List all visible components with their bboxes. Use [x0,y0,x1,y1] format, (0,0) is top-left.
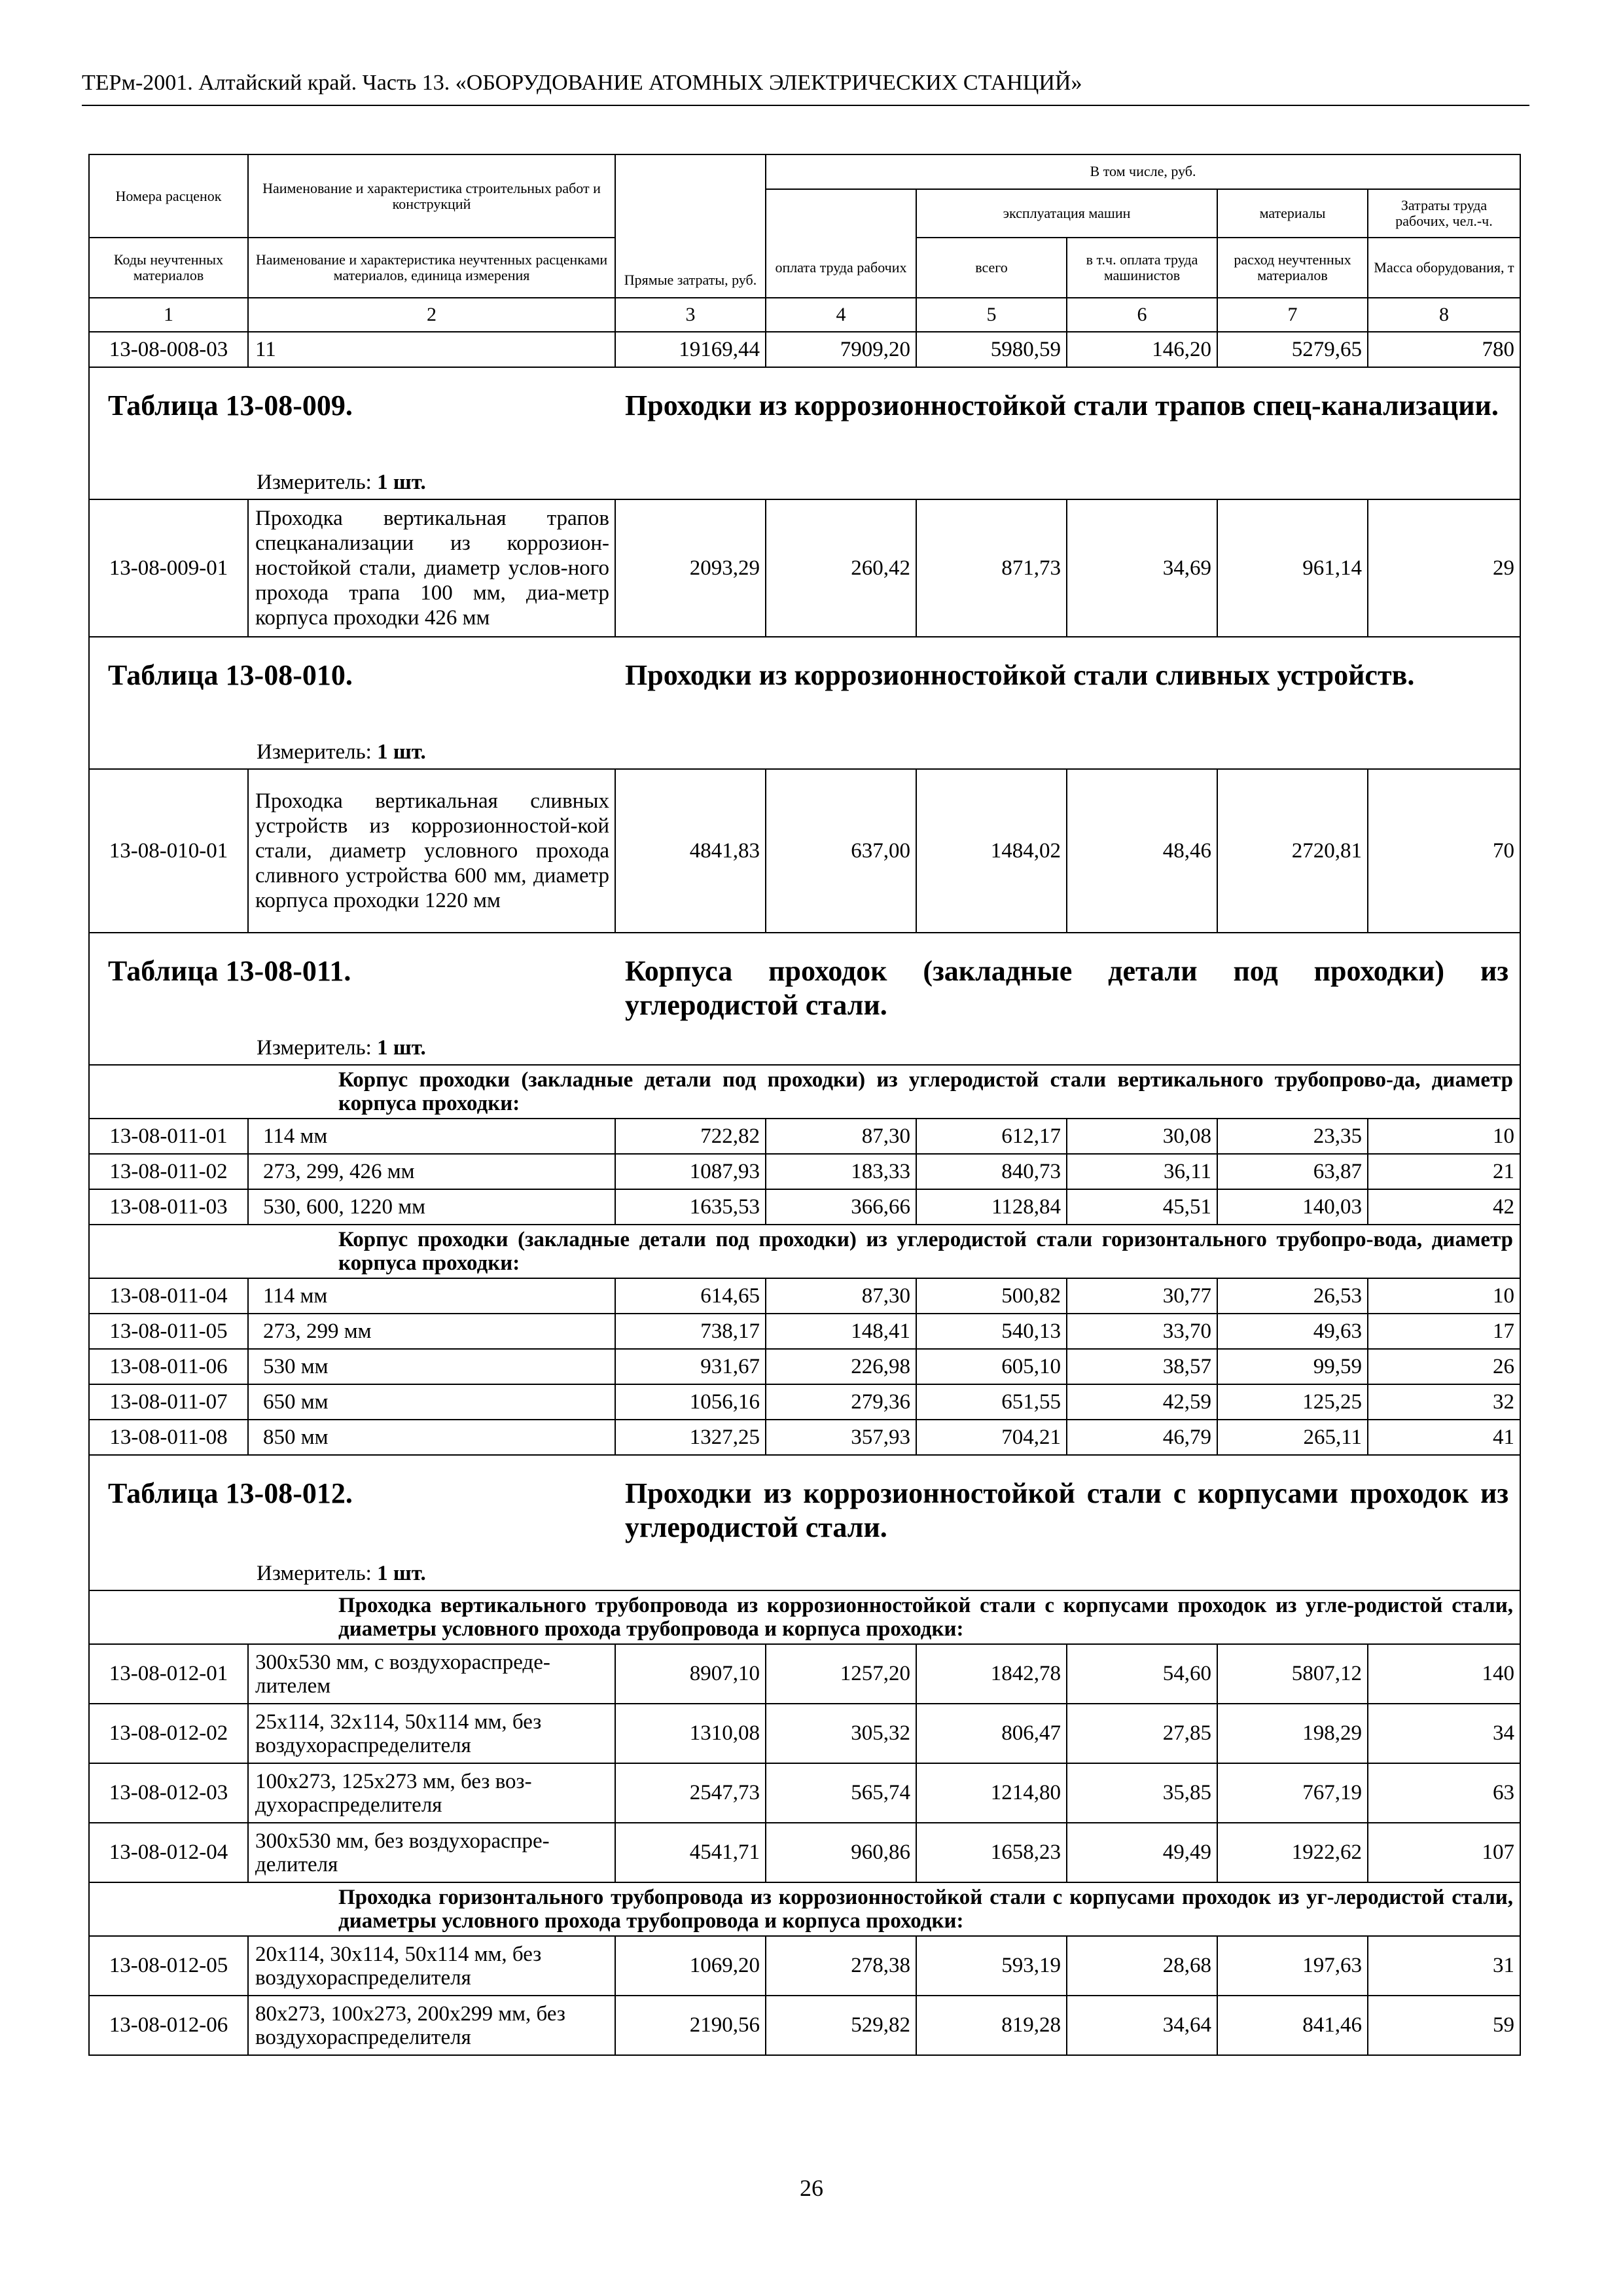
direct-cost: 1056,16 [615,1384,766,1420]
measure-line [257,1562,426,1586]
machines-pay: 28,68 [1067,1936,1217,1996]
machines-pay: 35,85 [1067,1763,1217,1823]
machines-total: 500,82 [916,1278,1067,1314]
group-subheader [89,1590,1520,1644]
labor-cost: 29 [1368,499,1520,637]
machines-total: 1484,02 [916,769,1067,933]
rate-code: 13-08-012-04 [89,1823,248,1882]
rate-name: Проходка вертикальная трапов спецканализации из коррозион-ностойкой стали, диаметр услов-ного прохода трапа 100 мм, диа-метр корпуса проходки 426 мм [248,499,615,637]
materials: 140,03 [1217,1189,1368,1225]
machines-pay: 34,69 [1067,499,1217,637]
rate-code: 13-08-010-01 [89,769,248,933]
direct-cost: 2547,73 [615,1763,766,1823]
direct-cost: 1069,20 [615,1936,766,1996]
table-section-header [89,367,1520,499]
table-row [89,1278,1520,1314]
materials: 5279,65 [1217,332,1368,367]
labor-pay: 87,30 [766,1278,916,1314]
labor-cost: 42 [1368,1189,1520,1225]
labor-cost: 107 [1368,1823,1520,1882]
machines-total: 540,13 [916,1314,1067,1349]
materials: 961,14 [1217,499,1368,637]
labor-cost: 70 [1368,769,1520,933]
rate-name: 80х273, 100х273, 200х299 мм, без воздухораспределителя [248,1996,615,2055]
labor-pay: 87,30 [766,1119,916,1154]
direct-cost: 8907,10 [615,1644,766,1704]
column-number: 5 [916,298,1067,332]
table-row [89,1349,1520,1384]
table-section-header [89,637,1520,769]
machines-total-header: всего [916,238,1067,298]
group-subheader [89,1882,1520,1936]
table-title: Таблица 13-08-011. [108,955,351,987]
rate-code: 13-08-011-06 [89,1349,248,1384]
rate-code: 13-08-011-02 [89,1154,248,1189]
direct-cost: 1310,08 [615,1704,766,1763]
labor-cost: 780 [1368,332,1520,367]
materials: 99,59 [1217,1349,1368,1384]
labor-pay: 366,66 [766,1189,916,1225]
table-row [89,332,1520,367]
rate-name: 273, 299 мм [248,1314,615,1349]
machines-total: 5980,59 [916,332,1067,367]
table-row [89,1154,1520,1189]
rate-name: 100х273, 125х273 мм, без воз-духораспределителя [248,1763,615,1823]
machines-pay: 38,57 [1067,1349,1217,1384]
machines-total: 1842,78 [916,1644,1067,1704]
table-description: Корпуса проходок (закладные детали под проходки) из углеродистой стали. [625,955,1508,1021]
table-section-header [89,1455,1520,1590]
group-subheader [89,1225,1520,1278]
page-number: 26 [800,2175,823,2201]
materials: 5807,12 [1217,1644,1368,1704]
measure-label: Измеритель: [257,471,372,494]
rate-code: 13-08-011-07 [89,1384,248,1420]
column-number: 1 [89,298,248,332]
direct-cost: 1635,53 [615,1189,766,1225]
table-title: Таблица 13-08-009. [108,389,353,422]
mass-header: Масса оборудования, т [1368,238,1520,298]
column-number: 6 [1067,298,1217,332]
labor-pay: 565,74 [766,1763,916,1823]
materials-sub-header: расход неучтенных материалов [1217,238,1368,298]
direct-cost: 722,82 [615,1119,766,1154]
materials: 63,87 [1217,1154,1368,1189]
page-header: ТЕРм-2001. Алтайский край. Часть 13. «ОБОРУДОВАНИЕ АТОМНЫХ ЭЛЕКТРИЧЕСКИХ СТАНЦИЙ» [82,71,1082,95]
machines-total: 840,73 [916,1154,1067,1189]
labor-cost: 17 [1368,1314,1520,1349]
materials: 23,35 [1217,1119,1368,1154]
rate-code: 13-08-012-05 [89,1936,248,1996]
labor-pay: 305,32 [766,1704,916,1763]
labor-pay: 279,36 [766,1384,916,1420]
column-numbers-row [89,298,1520,332]
table-title: Таблица 13-08-012. [108,1477,353,1509]
column-number: 3 [615,298,766,332]
table-description: Проходки из коррозионностойкой стали сливных устройств. [625,659,1415,691]
group-subheader-text: Корпус проходки (закладные детали под проходки) из углеродистой стали вертикального трубопрово-да, диаметр корпуса проходки: [89,1065,1520,1119]
rate-name: 25х114, 32х114, 50х114 мм, без воздухораспределителя [248,1704,615,1763]
machines-total: 1128,84 [916,1189,1067,1225]
table-description: Проходки из коррозионностойкой стали трапов спец-канализации. [625,389,1499,422]
rate-name: 530, 600, 1220 мм [248,1189,615,1225]
header-rule [82,105,1529,106]
col2-header-top: Наименование и характеристика строительных работ и конструкций [248,154,615,238]
materials: 198,29 [1217,1704,1368,1763]
table-row [89,1384,1520,1420]
rate-code: 13-08-011-08 [89,1420,248,1455]
rate-code: 13-08-011-04 [89,1278,248,1314]
measure-value: 1 шт. [377,740,426,764]
machines-total: 1214,80 [916,1763,1067,1823]
machines-total: 819,28 [916,1996,1067,2055]
table-row [89,1823,1520,1882]
col2-header-bottom: Наименование и характеристика неучтенных расценками материалов, единица измерения [248,238,615,298]
labor-cost: 59 [1368,1996,1520,2055]
labor-cost: 34 [1368,1704,1520,1763]
table-row [89,1119,1520,1154]
col1-header-bottom: Коды неучтенных материалов [89,238,248,298]
machines-total: 651,55 [916,1384,1067,1420]
labor-pay: 960,86 [766,1823,916,1882]
machines-total: 871,73 [916,499,1067,637]
column-number: 8 [1368,298,1520,332]
materials: 49,63 [1217,1314,1368,1349]
labor-cost: 41 [1368,1420,1520,1455]
labor-cost-header: Затраты труда рабочих, чел.-ч. [1368,189,1520,238]
machines-total: 593,19 [916,1936,1067,1996]
measure-value: 1 шт. [377,471,426,494]
machines-total: 605,10 [916,1349,1067,1384]
measure-label: Измеритель: [257,740,372,764]
direct-cost: 19169,44 [615,332,766,367]
labor-pay: 357,93 [766,1420,916,1455]
column-number: 2 [248,298,615,332]
labor-pay: 226,98 [766,1349,916,1384]
materials: 125,25 [1217,1384,1368,1420]
measure-line [257,740,426,764]
machines-total: 1658,23 [916,1823,1067,1882]
included-header: В том числе, руб. [766,154,1520,189]
machines-pay: 146,20 [1067,332,1217,367]
measure-label: Измеритель: [257,1036,372,1060]
machines-pay: 36,11 [1067,1154,1217,1189]
materials: 767,19 [1217,1763,1368,1823]
rate-name: Проходка вертикальная сливных устройств из коррозионностой-кой стали, диаметр условного прохода сливного устройства 600 мм, диаметр корпуса проходки 1220 мм [248,769,615,933]
table-title: Таблица 13-08-010. [108,659,353,691]
rate-code: 13-08-012-03 [89,1763,248,1823]
machines-pay: 30,08 [1067,1119,1217,1154]
direct-cost: 4841,83 [615,769,766,933]
table-row [89,1996,1520,2055]
table-row [89,769,1520,933]
group-subheader-text: Проходка вертикального трубопровода из коррозионностойкой стали с корпусами проходок из угле-родистой стали, диаметры условного прохода трубопровода и корпуса проходки: [89,1590,1520,1644]
rate-code: 13-08-011-03 [89,1189,248,1225]
measure-value: 1 шт. [377,1036,426,1060]
table-row [89,1314,1520,1349]
table-row [89,1189,1520,1225]
machines-total: 612,17 [916,1119,1067,1154]
direct-cost: 1327,25 [615,1420,766,1455]
direct-cost: 4541,71 [615,1823,766,1882]
table-row [89,499,1520,637]
machines-pay: 54,60 [1067,1644,1217,1704]
rate-code: 13-08-012-01 [89,1644,248,1704]
direct-cost: 931,67 [615,1349,766,1384]
direct-cost: 2190,56 [615,1996,766,2055]
machines-pay: 45,51 [1067,1189,1217,1225]
rate-code: 13-08-012-06 [89,1996,248,2055]
machines-header: эксплуатация машин [916,189,1217,238]
table-row [89,1763,1520,1823]
materials: 1922,62 [1217,1823,1368,1882]
machines-pay: 49,49 [1067,1823,1217,1882]
labor-cost: 32 [1368,1384,1520,1420]
materials: 841,46 [1217,1996,1368,2055]
rate-name: 300х530 мм, без воздухораспре-делителя [248,1823,615,1882]
group-subheader-text: Корпус проходки (закладные детали под проходки) из углеродистой стали горизонтального трубопро-вода, диаметр корпуса проходки: [89,1225,1520,1278]
labor-cost: 10 [1368,1119,1520,1154]
col1-header-top: Номера расценок [89,154,248,238]
machines-pay: 30,77 [1067,1278,1217,1314]
machines-pay: 42,59 [1067,1384,1217,1420]
machines-pay: 34,64 [1067,1996,1217,2055]
direct-cost: 614,65 [615,1278,766,1314]
machines-total: 704,21 [916,1420,1067,1455]
table-row [89,1936,1520,1996]
labor-pay: 1257,20 [766,1644,916,1704]
rate-name: 20х114, 30х114, 50х114 мм, без воздухораспределителя [248,1936,615,1996]
labor-pay: 7909,20 [766,332,916,367]
rate-code: 13-08-008-03 [89,332,248,367]
labor-cost: 31 [1368,1936,1520,1996]
labor-cost: 21 [1368,1154,1520,1189]
table-row [89,1704,1520,1763]
labor-pay: 260,42 [766,499,916,637]
rate-name: 650 мм [248,1384,615,1420]
table-description: Проходки из коррозионностойкой стали с корпусами проходок из углеродистой стали. [625,1477,1508,1543]
rate-code: 13-08-011-05 [89,1314,248,1349]
labor-cost: 10 [1368,1278,1520,1314]
rates-table [88,154,1521,2056]
materials: 265,11 [1217,1420,1368,1455]
col3-header: Прямые затраты, руб. [615,154,766,298]
table-section-header [89,933,1520,1065]
machines-pay-header: в т.ч. оплата труда машинистов [1067,238,1217,298]
labor-pay: 637,00 [766,769,916,933]
materials-header: материалы [1217,189,1368,238]
labor-cost: 26 [1368,1349,1520,1384]
rate-code: 13-08-009-01 [89,499,248,637]
measure-line [257,471,426,495]
machines-pay: 27,85 [1067,1704,1217,1763]
rate-code: 13-08-012-02 [89,1704,248,1763]
rate-name: 11 [248,332,615,367]
table-row [89,1420,1520,1455]
column-number: 4 [766,298,916,332]
labor-cost: 140 [1368,1644,1520,1704]
machines-pay: 33,70 [1067,1314,1217,1349]
labor-pay: 183,33 [766,1154,916,1189]
materials: 26,53 [1217,1278,1368,1314]
materials: 2720,81 [1217,769,1368,933]
measure-line [257,1036,426,1060]
labor-header: оплата труда рабочих [766,238,916,298]
group-subheader-text: Проходка горизонтального трубопровода из коррозионностойкой стали с корпусами проходок из уг-леродистой стали, диаметры условного прохода трубопровода и корпуса проходки: [89,1882,1520,1936]
direct-cost: 2093,29 [615,499,766,637]
group-subheader [89,1065,1520,1119]
direct-cost: 738,17 [615,1314,766,1349]
rate-name: 273, 299, 426 мм [248,1154,615,1189]
labor-pay: 278,38 [766,1936,916,1996]
machines-pay: 46,79 [1067,1420,1217,1455]
rate-code: 13-08-011-01 [89,1119,248,1154]
column-number: 7 [1217,298,1368,332]
labor-pay: 529,82 [766,1996,916,2055]
rate-name: 530 мм [248,1349,615,1384]
measure-value: 1 шт. [377,1562,426,1585]
labor-cost: 63 [1368,1763,1520,1823]
labor-pay: 148,41 [766,1314,916,1349]
materials: 197,63 [1217,1936,1368,1996]
rate-name: 850 мм [248,1420,615,1455]
measure-label: Измеритель: [257,1562,372,1585]
rate-name: 300х530 мм, с воздухораспреде-лителем [248,1644,615,1704]
machines-pay: 48,46 [1067,769,1217,933]
table-row [89,1644,1520,1704]
direct-cost: 1087,93 [615,1154,766,1189]
rate-name: 114 мм [248,1278,615,1314]
machines-total: 806,47 [916,1704,1067,1763]
rate-name: 114 мм [248,1119,615,1154]
